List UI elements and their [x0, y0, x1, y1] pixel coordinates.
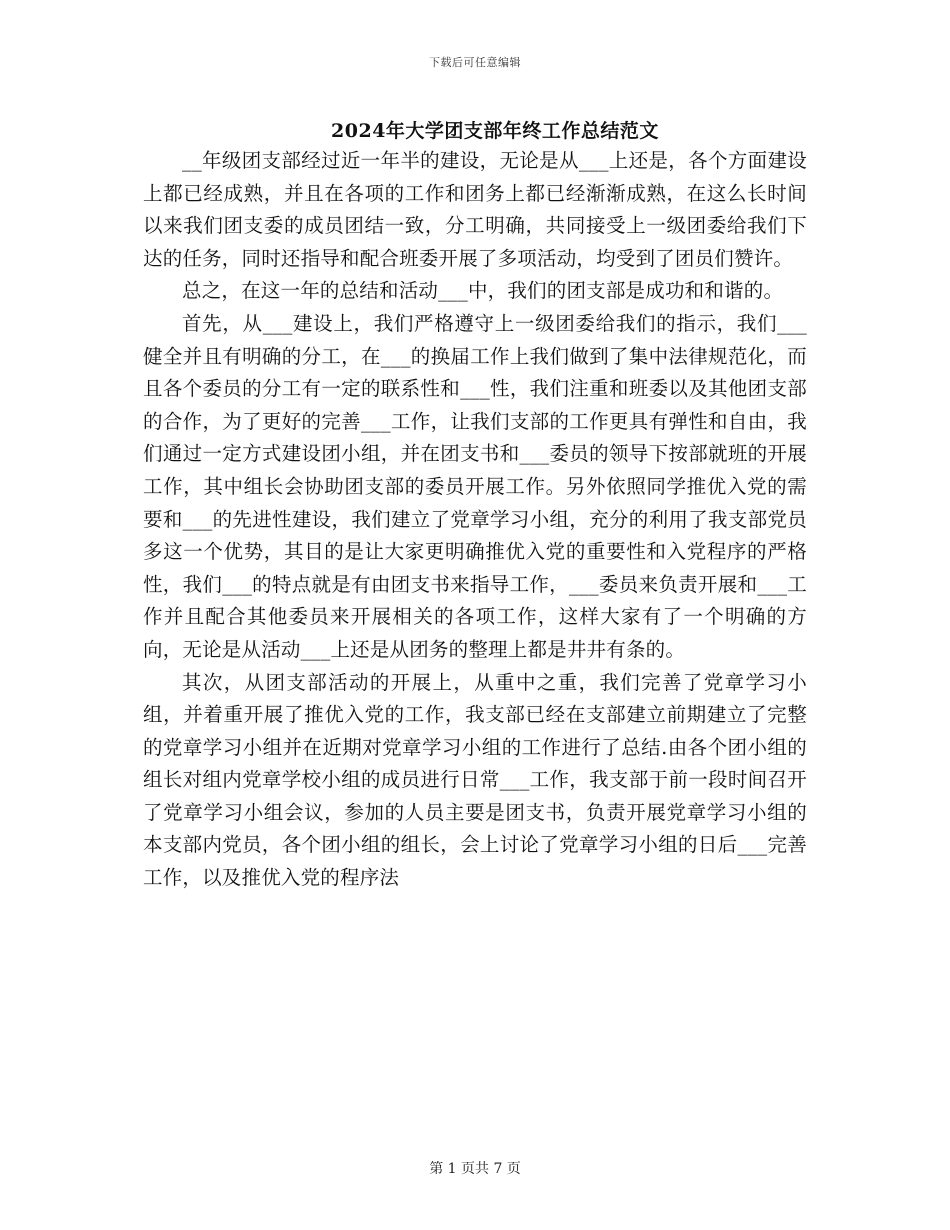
paragraph-2: 总之，在这一年的总结和活动___中，我们的团支部是成功和和谐的。	[182, 279, 784, 303]
document-body	[143, 145, 807, 895]
header-note: 下载后可任意编辑	[429, 56, 521, 69]
page-number-footer: 第 1 页共 7 页	[429, 1161, 521, 1177]
paragraph-4: 其次，从团支部活动的开展上，从重中之重，我们完善了党章学习小组，并着重开展了推优入党的工作，我支部已经在支部建立前期建立了完整的党章学习小组并在近期对党章学习小组的工作进行了总结.由各个团小组的组长对组内党章学校小组的成员进行日常___工作，我支部于前一段时间召开了党章学习小组会议，参加的人员主要是团支书，负责开展党章学习小组的本支部内党员，各个团小组的组长，会上讨论了党章学习小组的日后___完善工作，以及推优入党的程序法	[143, 670, 807, 890]
document-title: 2024年大学团支部年终工作总结范文	[331, 120, 659, 142]
paragraph-3: 首先，从___建设上，我们严格遵守上一级团委给我们的指示，我们___健全并且有明确的分工，在___的换届工作上我们做到了集中法律规范化，而且各个委员的分工有一定的联系性和___性，我们注重和班委以及其他团支部的合作，为了更好的完善___工作，让我们支部的工作更具有弹性和自由，我们通过一定方式建设团小组，并在团支书和___委员的领导下按部就班的开展工作，其中组长会协助团支部的委员开展工作。另外依照同学推优入党的需要和___的先进性建设，我们建立了党章学习小组，充分的利用了我支部党员多这一个优势，其目的是让大家更明确推优入党的重要性和入党程序的严格性，我们___的特点就是有由团支书来指导工作，___委员来负责开展和___工作并且配合其他委员来开展相关的各项工作，这样大家有了一个明确的方向，无论是从活动___上还是从团务的整理上都是井井有条的。	[143, 311, 807, 661]
paragraph-1: __年级团支部经过近一年半的建设，无论是从___上还是，各个方面建设上都已经成熟，并且在各项的工作和团务上都已经渐渐成熟，在这么长时间以来我们团支委的成员团结一致，分工明确，共同接受上一级团委给我们下达的任务，同时还指导和配合班委开展了多项活动，均受到了团员们赞许。	[143, 149, 807, 270]
